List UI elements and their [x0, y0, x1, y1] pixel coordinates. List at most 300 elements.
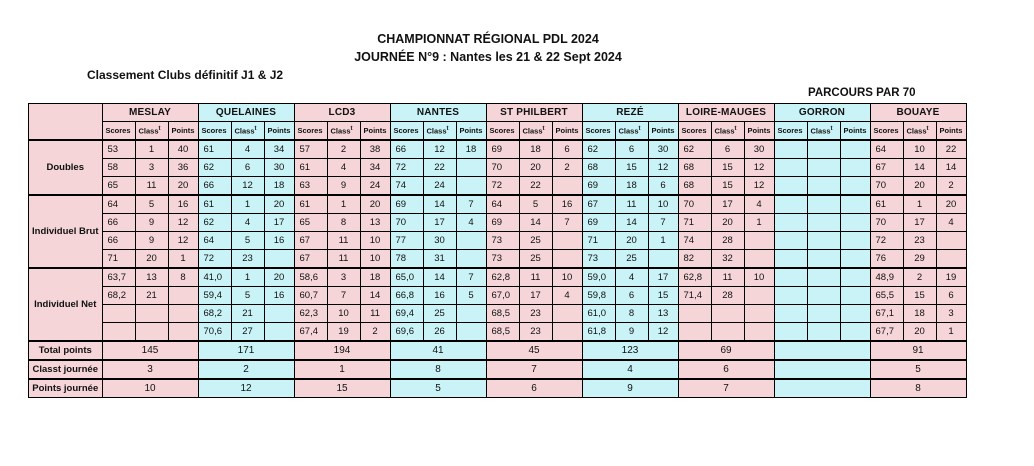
data-cell: 20	[903, 323, 936, 342]
table-row	[29, 177, 967, 196]
data-cell: 69	[486, 214, 519, 232]
data-cell: 66	[102, 232, 135, 250]
table-row	[29, 250, 967, 269]
data-cell: 41,0	[198, 268, 231, 287]
data-cell: 2	[360, 323, 390, 342]
data-cell: 1	[903, 195, 936, 214]
data-cell: 70	[390, 214, 423, 232]
data-cell: 12	[168, 214, 198, 232]
data-cell: 19	[936, 268, 966, 287]
total-cell: 10	[102, 379, 198, 398]
data-cell: 77	[390, 232, 423, 250]
data-cell: 12	[744, 159, 774, 177]
data-cell	[102, 323, 135, 342]
data-cell: 58,6	[294, 268, 327, 287]
data-cell: 28	[711, 287, 744, 305]
data-cell: 64	[198, 232, 231, 250]
data-cell: 10	[903, 140, 936, 159]
total-cell: 4	[582, 360, 678, 379]
data-cell: 17	[264, 214, 294, 232]
data-cell	[135, 305, 168, 323]
data-cell: 4	[936, 214, 966, 232]
data-cell	[648, 250, 678, 269]
section-label: Doubles	[29, 140, 103, 195]
data-cell: 16	[264, 287, 294, 305]
column-header-classt: Class$^t$	[231, 122, 264, 141]
data-cell	[807, 250, 840, 269]
data-cell	[807, 140, 840, 159]
data-cell: 70	[678, 195, 711, 214]
data-cell: 5	[456, 287, 486, 305]
data-cell	[168, 305, 198, 323]
data-cell: 20	[903, 177, 936, 196]
data-cell	[456, 232, 486, 250]
data-cell: 25	[423, 305, 456, 323]
club-header: LCD3	[294, 104, 390, 122]
data-cell: 74	[390, 177, 423, 196]
data-cell: 63	[294, 177, 327, 196]
data-cell: 22	[936, 140, 966, 159]
data-cell	[264, 250, 294, 269]
data-cell	[774, 287, 807, 305]
data-cell: 12	[744, 177, 774, 196]
data-cell: 12	[648, 323, 678, 342]
data-cell	[840, 250, 870, 269]
data-cell: 23	[903, 232, 936, 250]
data-cell	[936, 232, 966, 250]
data-cell: 12	[168, 232, 198, 250]
data-cell: 14	[423, 268, 456, 287]
column-header-scores: Scores	[582, 122, 615, 141]
data-cell: 30	[264, 159, 294, 177]
data-cell	[840, 159, 870, 177]
data-cell: 22	[423, 159, 456, 177]
data-cell: 18	[360, 268, 390, 287]
data-cell: 20	[135, 250, 168, 269]
data-cell: 48,9	[870, 268, 903, 287]
column-header-points: Points	[456, 122, 486, 141]
data-cell: 21	[135, 287, 168, 305]
data-cell: 4	[552, 287, 582, 305]
data-cell: 76	[870, 250, 903, 269]
column-header-points: Points	[840, 122, 870, 141]
data-cell: 20	[711, 214, 744, 232]
data-cell: 69	[486, 140, 519, 159]
subtitle: Classement Clubs définitif J1 & J2	[87, 68, 284, 82]
club-header: GORRON	[774, 104, 870, 122]
data-cell: 14	[615, 214, 648, 232]
column-header-classt: Class$^t$	[807, 122, 840, 141]
data-cell: 36	[168, 159, 198, 177]
data-cell: 6	[552, 140, 582, 159]
data-cell: 5	[135, 195, 168, 214]
data-cell	[840, 323, 870, 342]
data-cell: 20	[168, 177, 198, 196]
column-header-points: Points	[168, 122, 198, 141]
data-cell: 13	[360, 214, 390, 232]
data-cell: 65,0	[390, 268, 423, 287]
data-cell: 20	[264, 195, 294, 214]
club-header: ST PHILBERT	[486, 104, 582, 122]
data-cell	[552, 305, 582, 323]
data-cell: 61,0	[582, 305, 615, 323]
data-cell: 17	[711, 195, 744, 214]
club-header: MESLAY	[102, 104, 198, 122]
table-row	[29, 305, 967, 323]
data-cell: 30	[648, 140, 678, 159]
data-cell	[744, 323, 774, 342]
total-cell: 5	[390, 379, 486, 398]
data-cell: 10	[648, 195, 678, 214]
data-cell: 15	[648, 287, 678, 305]
data-cell: 29	[903, 250, 936, 269]
data-cell: 67	[870, 159, 903, 177]
column-header-points: Points	[360, 122, 390, 141]
data-cell: 1	[231, 195, 264, 214]
data-cell	[774, 214, 807, 232]
data-cell: 20	[264, 268, 294, 287]
data-cell: 30	[423, 232, 456, 250]
table-row	[29, 323, 967, 342]
data-cell: 4	[231, 214, 264, 232]
data-cell: 67,4	[294, 323, 327, 342]
club-header: QUELAINES	[198, 104, 294, 122]
data-cell: 65	[102, 177, 135, 196]
data-cell: 71	[102, 250, 135, 269]
data-cell	[135, 323, 168, 342]
data-cell: 70	[486, 159, 519, 177]
total-cell: 123	[582, 341, 678, 360]
data-cell: 15	[711, 159, 744, 177]
data-cell: 4	[231, 140, 264, 159]
section-label: Individuel Brut	[29, 195, 103, 268]
data-cell: 14	[423, 195, 456, 214]
column-header-classt: Class$^t$	[615, 122, 648, 141]
data-cell: 17	[903, 214, 936, 232]
data-cell: 11	[711, 268, 744, 287]
data-cell: 1	[231, 268, 264, 287]
data-cell	[711, 323, 744, 342]
data-cell: 15	[615, 159, 648, 177]
data-cell: 74	[678, 232, 711, 250]
data-cell	[840, 268, 870, 287]
data-cell: 16	[264, 232, 294, 250]
data-cell: 5	[231, 232, 264, 250]
data-cell: 1	[744, 214, 774, 232]
total-cell	[774, 360, 870, 379]
data-cell: 62	[198, 159, 231, 177]
table-row	[29, 287, 967, 305]
data-cell: 67	[294, 232, 327, 250]
data-cell: 2	[552, 159, 582, 177]
total-cell: 3	[102, 360, 198, 379]
data-cell: 68,2	[102, 287, 135, 305]
data-cell: 63,7	[102, 268, 135, 287]
data-cell: 62,8	[678, 268, 711, 287]
data-cell: 28	[711, 232, 744, 250]
data-cell: 67,0	[486, 287, 519, 305]
column-header-classt: Class$^t$	[903, 122, 936, 141]
data-cell: 14	[936, 159, 966, 177]
data-cell	[807, 195, 840, 214]
data-cell: 66	[198, 177, 231, 196]
data-cell: 4	[456, 214, 486, 232]
data-cell: 61	[870, 195, 903, 214]
data-cell: 6	[936, 287, 966, 305]
data-cell: 2	[903, 268, 936, 287]
total-cell: 9	[582, 379, 678, 398]
total-cell: 69	[678, 341, 774, 360]
data-cell	[807, 323, 840, 342]
data-cell	[711, 305, 744, 323]
data-cell: 31	[423, 250, 456, 269]
data-cell: 17	[423, 214, 456, 232]
data-cell: 23	[519, 305, 552, 323]
data-cell	[807, 177, 840, 196]
totals-row	[29, 379, 967, 398]
data-cell: 6	[615, 287, 648, 305]
club-header: REZÉ	[582, 104, 678, 122]
data-cell: 11	[327, 250, 360, 269]
data-cell: 1	[936, 323, 966, 342]
data-cell: 25	[615, 250, 648, 269]
data-cell: 8	[168, 268, 198, 287]
data-cell: 65	[294, 214, 327, 232]
data-cell: 68	[678, 177, 711, 196]
data-cell: 6	[615, 140, 648, 159]
data-cell: 15	[711, 177, 744, 196]
data-cell: 69,6	[390, 323, 423, 342]
data-cell: 32	[711, 250, 744, 269]
data-cell	[774, 177, 807, 196]
data-cell	[774, 323, 807, 342]
data-cell	[774, 250, 807, 269]
data-cell: 7	[456, 195, 486, 214]
column-header-scores: Scores	[678, 122, 711, 141]
data-cell	[456, 177, 486, 196]
data-cell: 72	[390, 159, 423, 177]
table-row	[29, 159, 967, 177]
data-cell: 66	[102, 214, 135, 232]
data-cell	[168, 323, 198, 342]
data-cell: 25	[519, 232, 552, 250]
data-cell: 8	[615, 305, 648, 323]
table-row	[29, 232, 967, 250]
column-header-scores: Scores	[774, 122, 807, 141]
total-cell: 7	[678, 379, 774, 398]
column-header-points: Points	[936, 122, 966, 141]
data-cell: 65,5	[870, 287, 903, 305]
data-cell: 62	[678, 140, 711, 159]
data-cell: 71	[678, 214, 711, 232]
data-cell: 9	[615, 323, 648, 342]
total-cell: 194	[294, 341, 390, 360]
data-cell	[840, 305, 870, 323]
data-cell: 7	[327, 287, 360, 305]
column-header-classt: Class$^t$	[519, 122, 552, 141]
data-cell: 1	[168, 250, 198, 269]
club-header: LOIRE-MAUGES	[678, 104, 774, 122]
total-cell: 6	[486, 379, 582, 398]
data-cell: 66	[390, 140, 423, 159]
data-cell: 58	[102, 159, 135, 177]
data-cell: 72	[486, 177, 519, 196]
data-cell: 70,6	[198, 323, 231, 342]
data-cell	[840, 232, 870, 250]
data-cell: 9	[135, 232, 168, 250]
data-cell	[168, 287, 198, 305]
data-cell: 1	[135, 140, 168, 159]
total-cell: 91	[870, 341, 966, 360]
title-line-1: CHAMPIONNAT RÉGIONAL PDL 2024	[377, 32, 599, 46]
data-cell	[552, 323, 582, 342]
data-cell: 3	[327, 268, 360, 287]
total-cell: 8	[390, 360, 486, 379]
column-header-points: Points	[648, 122, 678, 141]
data-cell: 2	[936, 177, 966, 196]
data-cell: 59,0	[582, 268, 615, 287]
data-cell: 25	[519, 250, 552, 269]
data-cell: 68,5	[486, 305, 519, 323]
data-cell: 22	[519, 177, 552, 196]
column-header-classt: Class$^t$	[135, 122, 168, 141]
data-cell: 34	[360, 159, 390, 177]
data-cell	[744, 305, 774, 323]
data-cell	[840, 287, 870, 305]
data-cell: 11	[615, 195, 648, 214]
data-cell: 11	[519, 268, 552, 287]
data-cell	[678, 305, 711, 323]
data-cell: 18	[264, 177, 294, 196]
data-cell: 62	[582, 140, 615, 159]
data-cell	[774, 232, 807, 250]
data-cell	[456, 250, 486, 269]
table-row	[29, 140, 967, 159]
data-cell: 17	[519, 287, 552, 305]
data-cell: 18	[456, 140, 486, 159]
data-cell	[807, 268, 840, 287]
data-cell	[552, 250, 582, 269]
data-cell	[936, 250, 966, 269]
data-cell	[807, 305, 840, 323]
data-cell: 20	[519, 159, 552, 177]
data-cell	[774, 305, 807, 323]
data-cell: 12	[423, 140, 456, 159]
data-cell: 8	[327, 214, 360, 232]
data-cell: 16	[552, 195, 582, 214]
data-cell: 21	[231, 305, 264, 323]
total-cell: 12	[198, 379, 294, 398]
data-cell	[744, 287, 774, 305]
data-cell	[774, 140, 807, 159]
data-cell: 20	[360, 195, 390, 214]
data-cell	[840, 214, 870, 232]
data-cell: 70	[870, 177, 903, 196]
total-cell	[774, 379, 870, 398]
data-cell	[840, 195, 870, 214]
column-header-scores: Scores	[390, 122, 423, 141]
data-cell: 2	[327, 140, 360, 159]
data-cell: 24	[423, 177, 456, 196]
column-header-scores: Scores	[294, 122, 327, 141]
data-cell: 57	[294, 140, 327, 159]
data-cell: 17	[648, 268, 678, 287]
column-header-scores: Scores	[198, 122, 231, 141]
data-cell: 68	[678, 159, 711, 177]
data-cell: 5	[231, 287, 264, 305]
data-cell	[456, 305, 486, 323]
corner-cell	[29, 104, 103, 141]
totals-label: Total points	[29, 341, 103, 360]
table-row	[29, 214, 967, 232]
column-header-scores: Scores	[870, 122, 903, 141]
total-cell: 2	[198, 360, 294, 379]
data-cell: 18	[519, 140, 552, 159]
data-cell: 73	[486, 250, 519, 269]
data-cell: 67	[294, 250, 327, 269]
data-cell	[456, 159, 486, 177]
total-cell: 41	[390, 341, 486, 360]
club-header: NANTES	[390, 104, 486, 122]
column-header-scores: Scores	[486, 122, 519, 141]
column-header-points: Points	[552, 122, 582, 141]
data-cell: 73	[582, 250, 615, 269]
data-cell	[807, 232, 840, 250]
data-cell: 13	[648, 305, 678, 323]
data-cell: 18	[615, 177, 648, 196]
data-cell: 69	[390, 195, 423, 214]
data-cell: 60,7	[294, 287, 327, 305]
data-cell: 10	[360, 232, 390, 250]
data-cell	[264, 305, 294, 323]
data-cell: 15	[903, 287, 936, 305]
data-cell: 6	[231, 159, 264, 177]
column-header-classt: Class$^t$	[327, 122, 360, 141]
data-cell	[552, 232, 582, 250]
data-cell: 4	[615, 268, 648, 287]
total-cell: 145	[102, 341, 198, 360]
data-cell: 12	[231, 177, 264, 196]
data-cell: 59,4	[198, 287, 231, 305]
data-cell: 1	[327, 195, 360, 214]
parcours-label: PARCOURS PAR 70	[808, 87, 916, 99]
data-cell: 3	[135, 159, 168, 177]
data-cell: 64	[486, 195, 519, 214]
data-cell: 4	[327, 159, 360, 177]
data-cell: 19	[327, 323, 360, 342]
data-cell: 53	[102, 140, 135, 159]
data-cell: 4	[744, 195, 774, 214]
data-cell: 68,2	[198, 305, 231, 323]
data-cell: 9	[327, 177, 360, 196]
club-header: BOUAYE	[870, 104, 966, 122]
section-label: Individuel Net	[29, 268, 103, 341]
data-cell	[807, 287, 840, 305]
data-cell: 34	[264, 140, 294, 159]
data-cell: 20	[936, 195, 966, 214]
results-table	[28, 103, 967, 398]
data-cell: 67,1	[870, 305, 903, 323]
data-cell: 10	[327, 305, 360, 323]
data-cell: 23	[231, 250, 264, 269]
totals-label: Classt journée	[29, 360, 103, 379]
data-cell: 61	[294, 195, 327, 214]
data-cell: 9	[135, 214, 168, 232]
data-cell: 10	[552, 268, 582, 287]
table-row	[29, 195, 967, 214]
data-cell: 14	[360, 287, 390, 305]
data-cell: 69,4	[390, 305, 423, 323]
